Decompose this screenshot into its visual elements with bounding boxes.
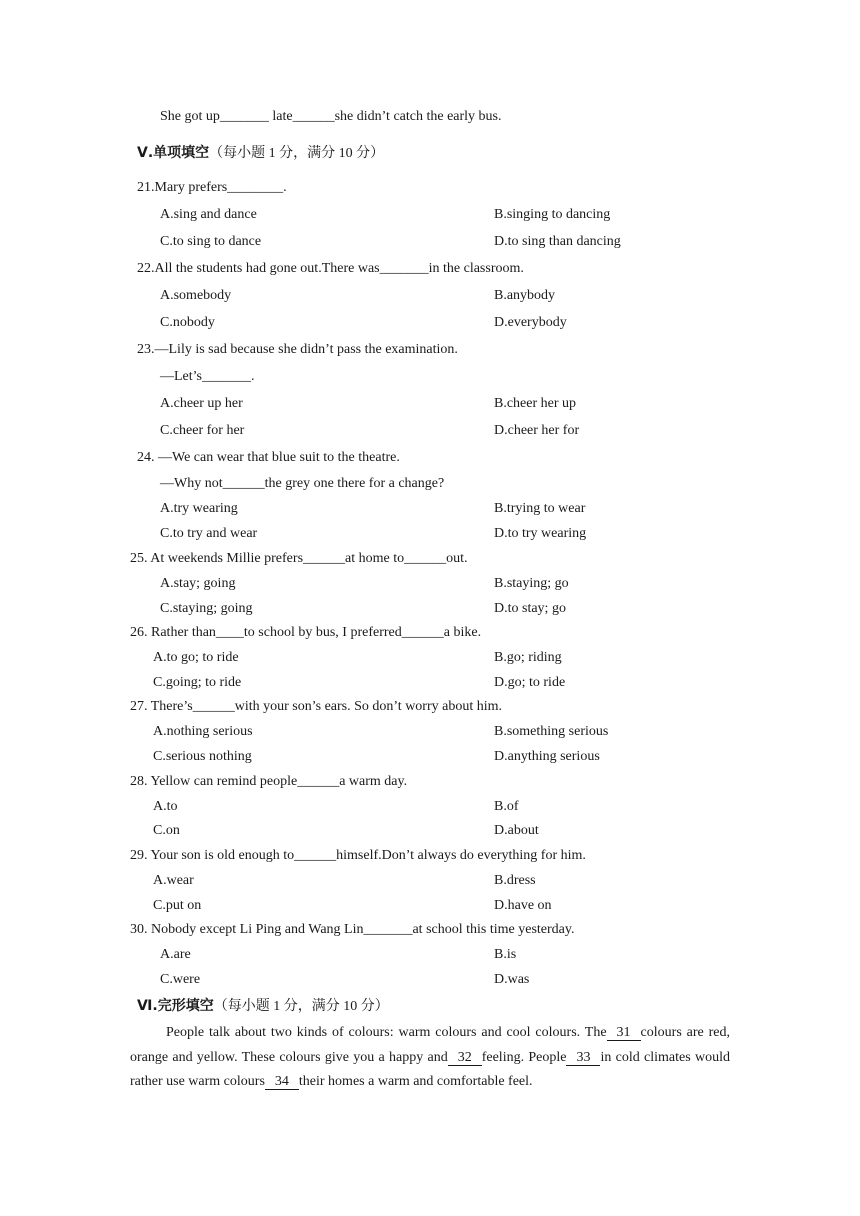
option-d: D.everybody	[494, 315, 567, 330]
question-stem: 27. There’s______with your son’s ears. So don’t worry about him.	[130, 699, 503, 714]
option-a: A.to	[153, 799, 178, 814]
option-c: C.to sing to dance	[160, 234, 262, 249]
option-b: B.staying; go	[494, 576, 569, 591]
option-a: A.cheer up her	[160, 396, 243, 411]
option-c: C.on	[153, 823, 180, 838]
section6-numeral: Ⅵ.	[137, 998, 158, 1014]
option-a: A.stay; going	[160, 576, 236, 591]
option-d: D.to try wearing	[494, 526, 587, 541]
blank-34: 34	[265, 1074, 299, 1090]
question-stem: 29. Your son is old enough to______himself.Don’t always do everything for him.	[130, 848, 586, 863]
question-stem: 25. At weekends Millie prefers______at home to______out.	[130, 551, 468, 566]
passage-text: in cold climates would rather use warm colours	[130, 1049, 730, 1089]
option-a: A.nothing serious	[153, 724, 253, 739]
question-stem: 28. Yellow can remind people______a warm day.	[130, 774, 408, 789]
blank-33: 33	[566, 1050, 600, 1066]
option-b: B.dress	[494, 873, 536, 888]
option-d: D.cheer her for	[494, 423, 580, 438]
section6-title: 完形填空	[157, 998, 214, 1014]
option-b: B.cheer her up	[494, 396, 577, 411]
option-a: A.are	[160, 947, 191, 962]
blank-32: 32	[448, 1050, 482, 1066]
option-d: D.to stay; go	[494, 601, 566, 616]
section5-note: （每小题 1 分，满分 10 分）	[209, 146, 385, 161]
question-stem: 22.All the students had gone out.There was_______in the classroom.	[137, 261, 524, 276]
cloze-passage	[130, 1021, 730, 1095]
passage-text: People talk about two kinds of colours: warm colours and cool colours. The	[166, 1025, 607, 1040]
question-stem: 21.Mary prefers________.	[137, 180, 287, 195]
option-c: C.staying; going	[160, 601, 253, 616]
question-stem-reply: —Let’s_______.	[160, 369, 255, 384]
option-a: A.wear	[153, 873, 194, 888]
option-a: A.to go; to ride	[153, 650, 239, 665]
question-stem: 23.—Lily is sad because she didn’t pass the examination.	[137, 342, 458, 357]
question-stem: 30. Nobody except Li Ping and Wang Lin_______at school this time yesterday.	[130, 922, 575, 937]
option-c: C.put on	[153, 898, 202, 913]
passage-text: colours are red, orange and yellow. These colours give you a happy and	[130, 1025, 730, 1065]
option-b: B.anybody	[494, 288, 556, 303]
section6-heading	[137, 996, 389, 1017]
intro-sentence: She got up_______ late______she didn’t catch the early bus.	[160, 109, 502, 124]
section5-numeral: Ⅴ.	[137, 145, 154, 161]
section5-title: 单项填空	[153, 145, 210, 161]
section5-heading	[137, 143, 384, 164]
option-a: A.somebody	[160, 288, 232, 303]
passage-text: feeling. People	[481, 1049, 567, 1065]
option-d: D.about	[494, 823, 539, 838]
passage-text: their homes a warm and comfortable feel.	[298, 1074, 533, 1089]
question-stem-reply: —Why not______the grey one there for a change?	[160, 476, 445, 491]
option-c: C.going; to ride	[153, 675, 242, 690]
question-stem: 26. Rather than____to school by bus, I preferred______a bike.	[130, 625, 482, 640]
option-b: B.singing to dancing	[494, 207, 611, 222]
question-stem: 24. —We can wear that blue suit to the theatre.	[137, 450, 400, 465]
option-a: A.try wearing	[160, 501, 238, 516]
option-b: B.of	[494, 799, 519, 814]
option-c: C.nobody	[160, 315, 215, 330]
option-d: D.have on	[494, 898, 552, 913]
option-b: B.something serious	[494, 724, 609, 739]
option-d: D.anything serious	[494, 749, 600, 764]
option-b: B.trying to wear	[494, 501, 586, 516]
option-c: C.serious nothing	[153, 749, 252, 764]
option-b: B.go; riding	[494, 650, 562, 665]
option-d: D.was	[494, 972, 530, 987]
option-c: C.to try and wear	[160, 526, 258, 541]
section6-note: （每小题 1 分，满分 10 分）	[213, 999, 389, 1014]
option-a: A.sing and dance	[160, 207, 257, 222]
option-c: C.were	[160, 972, 201, 987]
option-c: C.cheer for her	[160, 423, 245, 438]
option-d: D.go; to ride	[494, 675, 566, 690]
option-b: B.is	[494, 947, 517, 962]
option-d: D.to sing than dancing	[494, 234, 621, 249]
blank-31: 31	[607, 1025, 641, 1041]
